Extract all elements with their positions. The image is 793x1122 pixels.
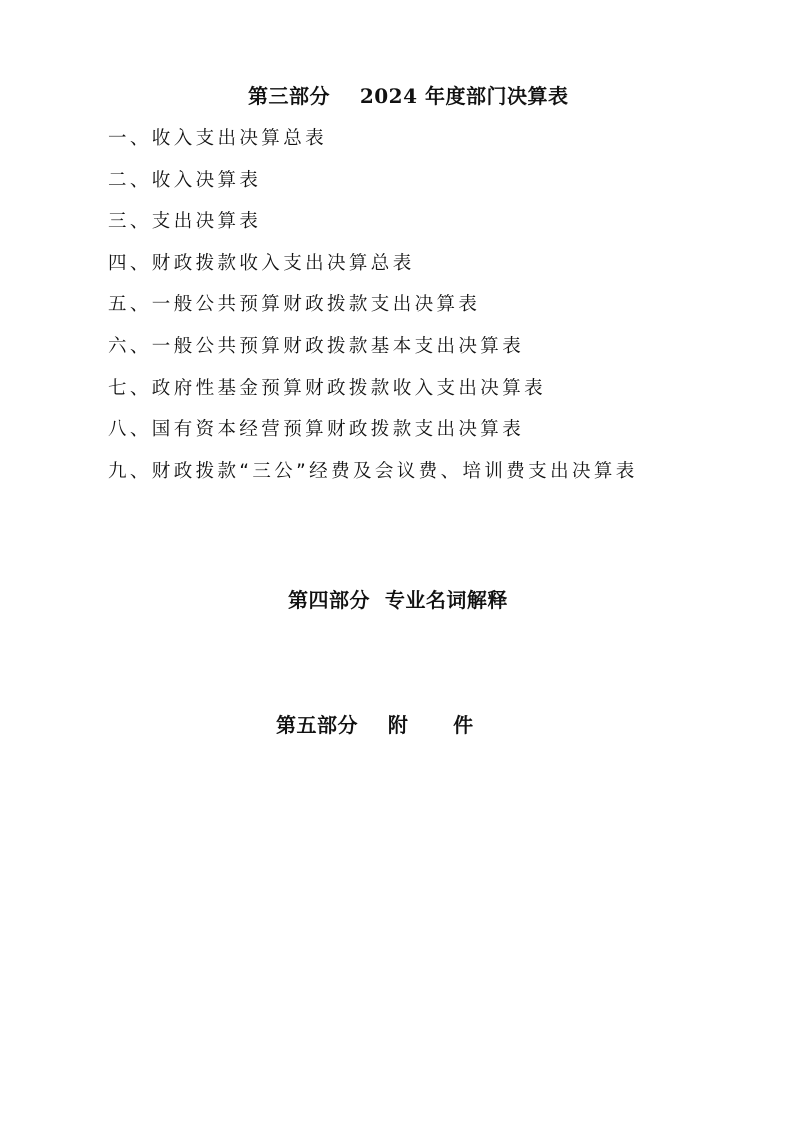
list-item: 八、国有资本经营预算财政拨款支出决算表 <box>108 419 525 441</box>
part5-heading: 第五部分 附 件 <box>276 713 474 737</box>
list-item: 七、政府性基金预算财政拨款收入支出决算表 <box>108 377 547 399</box>
list-item: 六、一般公共预算财政拨款基本支出决算表 <box>108 335 525 357</box>
list-item: 三、支出决算表 <box>108 211 262 233</box>
part4-heading: 第四部分 专业名词解释 <box>288 588 508 612</box>
list-item: 二、收入决算表 <box>108 169 262 191</box>
list-item: 四、财政拨款收入支出决算总表 <box>108 252 415 274</box>
list-item: 一、收入支出决算总表 <box>108 128 328 149</box>
list-item: 五、一般公共预算财政拨款支出决算表 <box>108 294 481 316</box>
list-item: 九、财政拨款“三公”经费及会议费、培训费支出决算表 <box>108 460 638 482</box>
part3-heading: 第三部分 2024 年度部门决算表 <box>248 84 569 108</box>
part3-table-list <box>108 127 638 501</box>
